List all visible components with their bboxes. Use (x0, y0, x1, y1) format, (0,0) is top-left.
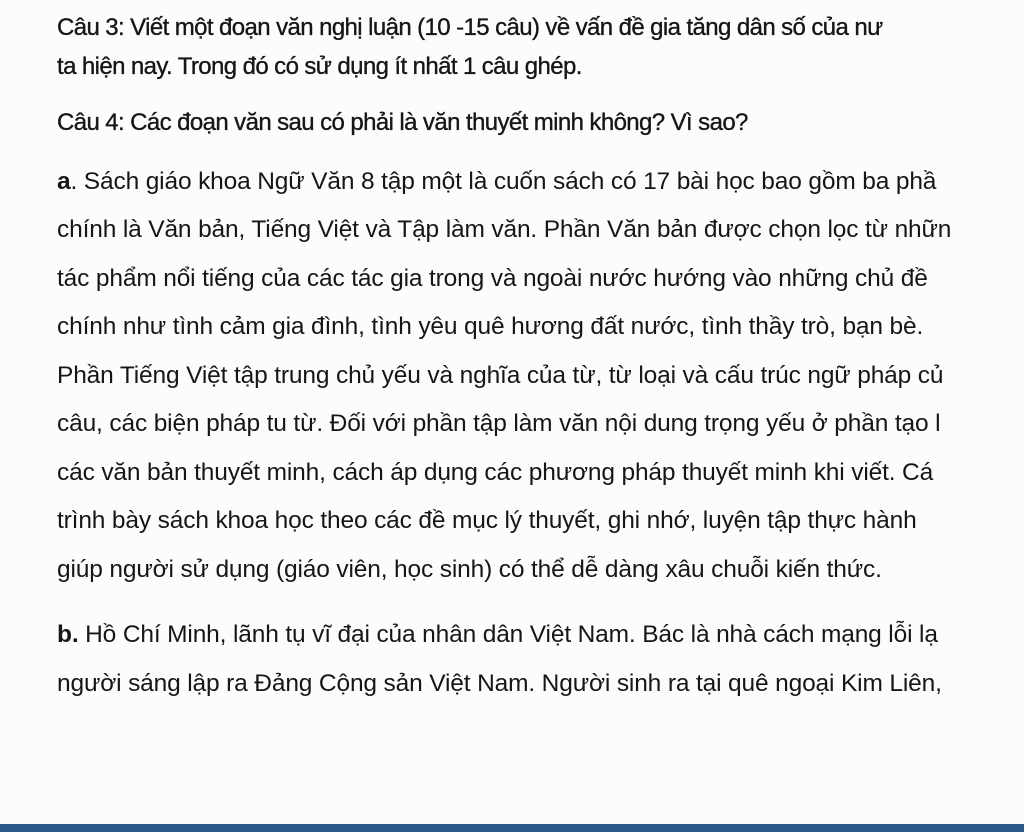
passage-a-line-2: chính là Văn bản, Tiếng Việt và Tập làm văn. Phần Văn bản được chọn lọc từ nhữn (57, 216, 952, 243)
passage-a-line-7: các văn bản thuyết minh, cách áp dụng các phương pháp thuyết minh khi viết. Cá (57, 459, 934, 486)
passage-a-line-6: câu, các biện pháp tu từ. Đối với phần tập làm văn nội dung trọng yếu ở phần tạo l (57, 410, 941, 437)
question-4-title: Câu 4: Các đoạn văn sau có phải là văn thuyết minh không? Vì sao? (57, 109, 748, 136)
passage-a-line-5: Phần Tiếng Việt tập trung chủ yếu và nghĩa của từ, từ loại và cấu trúc ngữ pháp củ (57, 362, 944, 389)
passage-a-marker: a (57, 168, 71, 195)
passage-b-line-1 (57, 621, 938, 649)
passage-a-line-8: trình bày sách khoa học theo các đề mục lý thuyết, ghi nhớ, luyện tập thực hành (57, 507, 917, 534)
question-3-line-1: Câu 3: Viết một đoạn văn nghị luận (10 -15 câu) về vấn đề gia tăng dân số của nư (57, 14, 883, 41)
passage-b-line-1-text: Hồ Chí Minh, lãnh tụ vĩ đại của nhân dân Việt Nam. Bác là nhà cách mạng lỗi lạ (78, 621, 938, 648)
passage-a-line-3: tác phẩm nổi tiếng của các tác gia trong và ngoài nước hướng vào những chủ đề (57, 265, 928, 292)
passage-a-line-4: chính như tình cảm gia đình, tình yêu quê hương đất nước, tình thầy trò, bạn bè. (57, 313, 924, 340)
bottom-bar (0, 824, 1024, 832)
passage-a-line-1 (57, 168, 936, 196)
passage-a-line-1-text: . Sách giáo khoa Ngữ Văn 8 tập một là cuốn sách có 17 bài học bao gồm ba phầ (70, 168, 937, 195)
question-3-line-2: ta hiện nay. Trong đó có sử dụng ít nhất 1 câu ghép. (57, 53, 582, 80)
passage-b-marker: b. (57, 621, 79, 648)
passage-a-line-9: giúp người sử dụng (giáo viên, học sinh) có thể dễ dàng xâu chuỗi kiến thức. (57, 556, 882, 583)
passage-b-line-2: người sáng lập ra Đảng Cộng sản Việt Nam. Người sinh ra tại quê ngoại Kim Liên, (57, 670, 942, 697)
